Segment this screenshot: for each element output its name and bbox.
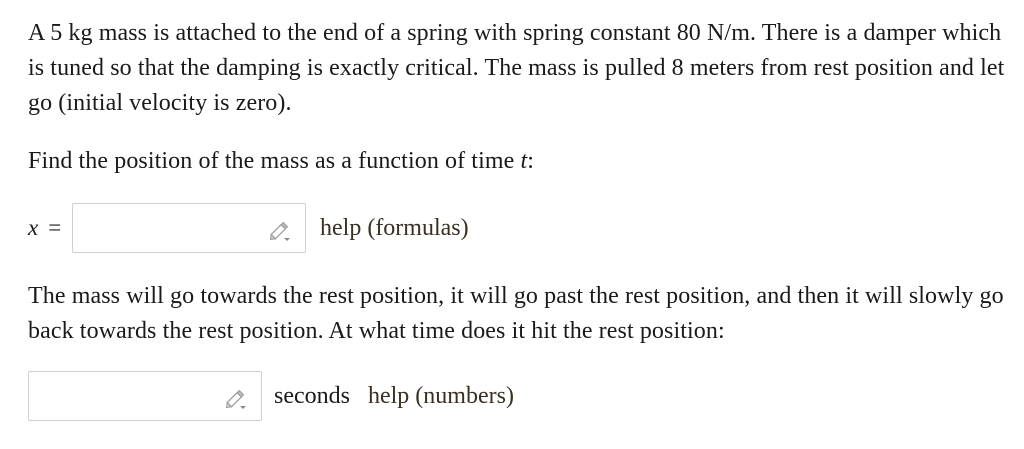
answer-variable: x <box>28 215 39 240</box>
answer-label <box>28 215 72 241</box>
units-label: seconds <box>274 382 350 409</box>
position-answer-input[interactable] <box>72 203 306 253</box>
pencil-icon[interactable] <box>223 387 249 411</box>
help-numbers-link[interactable]: help (numbers) <box>367 382 514 409</box>
problem-intro: A 5 kg mass is attached to the end of a spring with spring constant 80 N/m. There is a damper which is tuned so that the damping is exactly critical. The mass is pulled 8 meters from rest position and let go (initial velocity is zero). <box>28 20 1005 116</box>
prompt-text: Find the position of the mass as a function of time <box>28 148 521 174</box>
question-prompt-rest-time: The mass will go towards the rest position, it will go past the rest position, and then it will slowly go back towards the rest position. At what time does it hit the rest position: <box>28 283 1004 344</box>
prompt-colon: : <box>527 148 535 174</box>
answer-row-position <box>28 202 469 254</box>
time-answer-input[interactable] <box>28 371 262 421</box>
time-variable: t <box>520 148 528 174</box>
equals-sign: = <box>48 215 62 240</box>
question-prompt-position <box>28 144 1008 179</box>
pencil-icon[interactable] <box>267 219 293 243</box>
help-formulas-link[interactable]: help (formulas) <box>320 214 469 241</box>
answer-row-time <box>28 370 514 422</box>
